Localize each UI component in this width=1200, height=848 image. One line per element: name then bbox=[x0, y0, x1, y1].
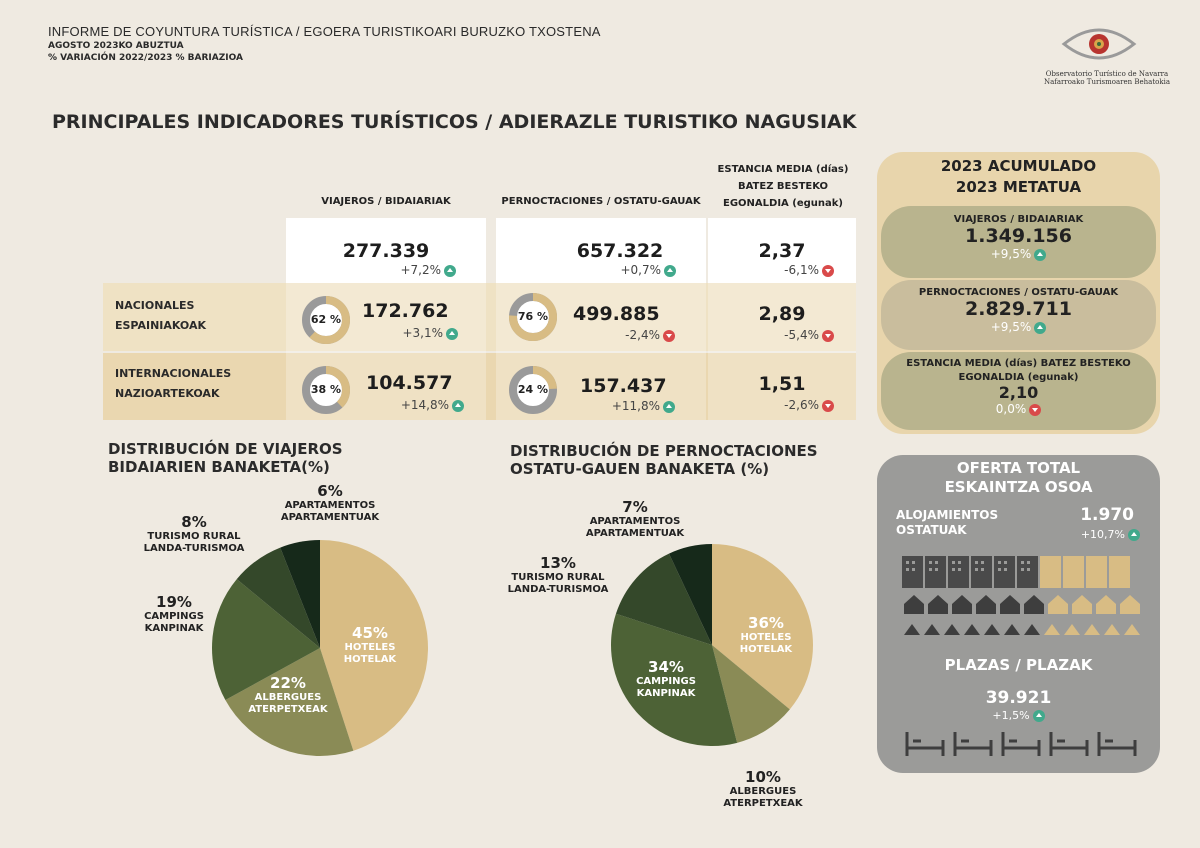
plazas-var bbox=[877, 709, 1160, 722]
total-estancia-var bbox=[708, 263, 834, 277]
var-text: +9,5% bbox=[990, 320, 1032, 334]
lbl2: ATERPETXEAK bbox=[723, 798, 803, 809]
report-period: AGOSTO 2023KO ABUZTUA bbox=[48, 41, 184, 51]
value: 1.349.156 bbox=[965, 225, 1072, 247]
arrow-down-icon bbox=[822, 400, 834, 412]
total-viajeros-var bbox=[286, 263, 456, 277]
lbl2: HOTELAK bbox=[343, 654, 397, 665]
col-header-viajeros: VIAJEROS / BIDAIARIAK bbox=[321, 196, 451, 207]
row-label-internacionales bbox=[115, 364, 231, 404]
eye-logo-icon bbox=[1042, 22, 1172, 66]
buildings-icon-row bbox=[900, 552, 1140, 590]
pie2-label-rural bbox=[498, 554, 618, 596]
lbl2: ATERPETXEAK bbox=[248, 704, 328, 715]
var-text: +14,8% bbox=[400, 398, 449, 412]
pie2-label-albergues bbox=[718, 768, 808, 810]
donut-label: 24 % bbox=[517, 383, 549, 396]
donut-label: 62 % bbox=[310, 313, 342, 326]
report-variation: % VARIACIÓN 2022/2023 % BARIAZIOA bbox=[48, 53, 243, 63]
oferta-title bbox=[877, 459, 1160, 497]
lbl1: TURISMO RURAL bbox=[147, 531, 241, 542]
page-title: PRINCIPALES INDICADORES TURÍSTICOS / ADIERAZLE TURISTIKO NAGUSIAK bbox=[52, 111, 857, 133]
title-line1: DISTRIBUCIÓN DE PERNOCTACIONES bbox=[510, 442, 818, 460]
arrow-up-icon bbox=[1034, 249, 1046, 261]
alojamientos-label bbox=[896, 508, 998, 538]
var-text: -5,4% bbox=[784, 328, 819, 342]
arrow-up-icon bbox=[1034, 322, 1046, 334]
nac-viajeros: 172.762 bbox=[362, 300, 449, 322]
var-text: -2,4% bbox=[625, 328, 660, 342]
lbl2: KANPINAK bbox=[144, 623, 204, 634]
int-estancia-var bbox=[708, 398, 834, 412]
donut-label: 38 % bbox=[310, 383, 342, 396]
plazas-title: PLAZAS / PLAZAK bbox=[944, 656, 1093, 674]
acumulado-pernoct bbox=[881, 280, 1156, 350]
lbl2: HOTELAK bbox=[739, 644, 793, 655]
lbl1: TURISMO RURAL bbox=[511, 572, 605, 583]
lbl2: LANDA-TURISMOA bbox=[143, 543, 245, 554]
acumulado-title bbox=[877, 156, 1160, 198]
pie1-label-apartamentos bbox=[270, 482, 390, 524]
col-header-estancia bbox=[708, 161, 858, 212]
label1: ESTANCIA MEDIA (días) BATEZ BESTEKO bbox=[906, 358, 1131, 369]
var-text: +1,5% bbox=[992, 709, 1030, 722]
int-viajeros: 104.577 bbox=[366, 372, 453, 394]
var-text: +10,7% bbox=[1080, 528, 1125, 541]
var-text: +0,7% bbox=[620, 263, 661, 277]
lbl1: CAMPINGS bbox=[636, 676, 696, 687]
pie2-label-apartamentos bbox=[570, 498, 700, 540]
plazas-value: 39.921 bbox=[985, 688, 1052, 708]
lbl1: HOTELES bbox=[740, 632, 792, 643]
estancia-line2: BATEZ BESTEKO bbox=[737, 181, 829, 192]
var-text: 0,0% bbox=[995, 402, 1027, 416]
dist-pernoct-title bbox=[510, 442, 818, 478]
houses-icon-row bbox=[900, 592, 1140, 618]
observatorio-logo bbox=[1042, 22, 1172, 90]
pie2-label-campings bbox=[616, 658, 716, 700]
logo-text-es: Observatorio Turístico de Navarra bbox=[1045, 70, 1169, 78]
arrow-up-icon bbox=[1128, 529, 1140, 541]
acumulado-estancia bbox=[881, 352, 1156, 430]
lbl1: APARTAMENTOS bbox=[589, 516, 681, 527]
title-line1: OFERTA TOTAL bbox=[956, 459, 1081, 477]
int-pernoct: 157.437 bbox=[580, 375, 667, 397]
title-line2: ESKAINTZA OSOA bbox=[944, 478, 1093, 496]
var bbox=[881, 402, 1156, 416]
arrow-up-icon bbox=[664, 265, 676, 277]
int-estancia: 1,51 bbox=[758, 373, 806, 395]
total-pernoct: 657.322 bbox=[576, 240, 664, 262]
label-line2: OSTATUAK bbox=[896, 523, 967, 537]
total-pernoct-var bbox=[496, 263, 676, 277]
lbl2: APARTAMENTUAK bbox=[585, 528, 685, 539]
label-line2: ESPAINIAKOAK bbox=[115, 319, 207, 332]
logo-text-eu: Nafarroako Turismoaren Behatokia bbox=[1043, 78, 1171, 86]
label-line1: INTERNACIONALES bbox=[115, 367, 232, 380]
pct: 6% bbox=[317, 482, 343, 500]
title-line1: 2023 ACUMULADO bbox=[940, 157, 1097, 175]
value: 2.829.711 bbox=[965, 298, 1072, 320]
lbl2: KANPINAK bbox=[636, 688, 696, 699]
label-line2: NAZIOARTEKOAK bbox=[115, 387, 220, 400]
arrow-up-icon bbox=[444, 265, 456, 277]
pct: 7% bbox=[622, 498, 648, 516]
estancia-line3: EGONALDIA (egunak) bbox=[723, 198, 843, 209]
lbl1: HOTELES bbox=[344, 642, 396, 653]
title-line2: 2023 METATUA bbox=[955, 178, 1082, 196]
lbl1: ALBERGUES bbox=[254, 692, 322, 703]
arrow-down-icon bbox=[663, 330, 675, 342]
dist-viajeros-title bbox=[108, 440, 343, 476]
pct: 22% bbox=[270, 674, 306, 692]
var-text: +11,8% bbox=[611, 399, 660, 413]
total-estancia: 2,37 bbox=[758, 240, 806, 262]
alojamientos-var bbox=[1040, 528, 1140, 541]
lbl1: APARTAMENTOS bbox=[284, 500, 376, 511]
arrow-up-icon bbox=[663, 401, 675, 413]
var-text: +9,5% bbox=[990, 247, 1032, 261]
pct: 8% bbox=[181, 513, 207, 531]
var-text: -2,6% bbox=[784, 398, 819, 412]
label: VIAJEROS / BIDAIARIAK bbox=[953, 214, 1084, 225]
pie1-label-albergues bbox=[236, 674, 340, 716]
var bbox=[881, 320, 1156, 334]
lbl1: CAMPINGS bbox=[144, 611, 204, 622]
donut-label: 76 % bbox=[517, 310, 549, 323]
title-line1: DISTRIBUCIÓN DE VIAJEROS bbox=[108, 440, 343, 458]
arrow-up-icon bbox=[446, 328, 458, 340]
int-viajeros-var bbox=[366, 398, 464, 412]
acumulado-viajeros bbox=[881, 206, 1156, 278]
total-viajeros: 277.339 bbox=[342, 240, 430, 262]
lbl2: APARTAMENTUAK bbox=[280, 512, 380, 523]
pie1-label-campings bbox=[124, 593, 224, 635]
pie1-label-rural bbox=[134, 513, 254, 555]
pct: 13% bbox=[540, 554, 576, 572]
nac-estancia-var bbox=[708, 328, 834, 342]
beds-icon-row bbox=[903, 728, 1143, 760]
var-text: -6,1% bbox=[784, 263, 819, 277]
label2: EGONALDIA (egunak) bbox=[958, 372, 1079, 383]
var bbox=[881, 247, 1156, 261]
row-label-nacionales bbox=[115, 296, 206, 336]
int-pernoct-var bbox=[573, 399, 675, 413]
title-line2: OSTATU-GAUEN BANAKETA (%) bbox=[510, 460, 770, 478]
arrow-down-icon bbox=[822, 265, 834, 277]
arrow-up-icon bbox=[452, 400, 464, 412]
pct: 45% bbox=[352, 624, 388, 642]
var-text: +3,1% bbox=[402, 326, 443, 340]
alojamientos-value: 1.970 bbox=[1080, 505, 1134, 525]
var-text: +7,2% bbox=[400, 263, 441, 277]
report-title: INFORME DE COYUNTURA TURÍSTICA / EGOERA TURISTIKOARI BURUZKO TXOSTENA bbox=[48, 24, 601, 39]
pct: 34% bbox=[648, 658, 684, 676]
arrow-down-icon bbox=[822, 330, 834, 342]
value: 2,10 bbox=[998, 383, 1039, 402]
col-header-pernoctaciones: PERNOCTACIONES / OSTATU-GAUAK bbox=[501, 196, 701, 207]
label-line1: ALOJAMIENTOS bbox=[896, 508, 999, 522]
title-line2: BIDAIARIEN BANAKETA(%) bbox=[108, 458, 330, 476]
nac-pernoct: 499.885 bbox=[573, 303, 660, 325]
tents-icon-row bbox=[900, 620, 1140, 638]
pct: 36% bbox=[748, 614, 784, 632]
nac-estancia: 2,89 bbox=[758, 303, 806, 325]
pct: 19% bbox=[156, 593, 192, 611]
label: PERNOCTACIONES / OSTATU-GAUAK bbox=[918, 287, 1119, 298]
pie2-label-hoteles bbox=[716, 614, 816, 656]
nac-pernoct-var bbox=[573, 328, 675, 342]
nac-viajeros-var bbox=[362, 326, 458, 340]
lbl2: LANDA-TURISMOA bbox=[507, 584, 609, 595]
arrow-down-icon bbox=[1029, 404, 1041, 416]
label-line1: NACIONALES bbox=[115, 299, 195, 312]
pct: 10% bbox=[745, 768, 781, 786]
lbl1: ALBERGUES bbox=[729, 786, 797, 797]
estancia-line1: ESTANCIA MEDIA (días) bbox=[717, 164, 849, 175]
arrow-up-icon bbox=[1033, 710, 1045, 722]
pie1-label-hoteles bbox=[320, 624, 420, 666]
building-icon bbox=[902, 556, 1038, 588]
